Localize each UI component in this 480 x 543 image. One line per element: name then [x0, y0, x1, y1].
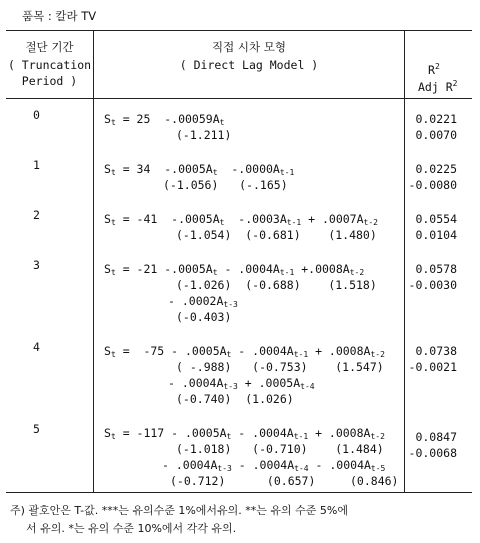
row-0-model-line-2: (-1.211) [176, 128, 232, 142]
footnote-line-2: 서 유의. *는 유의 수준 10%에서 각각 유의. [26, 522, 237, 535]
subscript: t-2 [363, 218, 378, 227]
subscript: t [212, 168, 218, 177]
subscript: t-4 [294, 464, 309, 473]
row-2-r2: 0.0554 [415, 212, 457, 226]
model-term: +.0008A [294, 262, 350, 276]
subscript: t [212, 268, 218, 277]
st-symbol: S [104, 162, 111, 176]
model-term: + .0005A [237, 376, 301, 390]
row-1-r2: 0.0225 [415, 162, 457, 176]
subscript: t [226, 432, 232, 441]
row-3-period: 3 [33, 258, 40, 272]
row-1-period: 1 [33, 158, 40, 172]
subscript: t [110, 118, 116, 127]
subscript: t-1 [279, 168, 295, 177]
row-0-r2: 0.0221 [415, 112, 457, 126]
row-1-adj-r2: -0.0080 [408, 178, 457, 192]
header-r2-exponent: 2 [434, 62, 440, 71]
row-4-r2: 0.0738 [415, 344, 457, 358]
row-2-period: 2 [33, 208, 40, 222]
header-adj-r2-letter: Adj R [418, 80, 453, 94]
st-symbol: S [104, 112, 111, 126]
subscript: t-2 [370, 432, 385, 441]
model-term: - .0004A [217, 262, 280, 276]
model-term: -.0003A [224, 212, 287, 226]
model-term: - .0004A [231, 426, 294, 440]
footnote-line-1: 주) 괄호안은 T-값. ***는 유의수준 1%에서유의. **는 유의 수준 5%에 [10, 504, 348, 517]
row-5-period: 5 [33, 422, 40, 436]
row-4-period: 4 [33, 340, 40, 354]
st-symbol: S [104, 344, 111, 358]
model-term: - .0004A [231, 344, 294, 358]
row-2-model-line-2: (-1.054) (-0.681) (1.480) [176, 228, 377, 242]
header-r2 [428, 60, 440, 77]
row-0-adj-r2: 0.0070 [415, 128, 457, 142]
subscript: t [219, 118, 225, 127]
model-term: - .0002A [168, 294, 224, 308]
header-r2-letter: R [428, 63, 435, 77]
header-adj-r2 [418, 77, 457, 94]
column-divider-1 [93, 31, 94, 492]
header-period-en1: ( Truncation [7, 58, 92, 72]
subscript: t-2 [349, 268, 365, 277]
row-3-model-line-2: (-1.026) (-0.688) (1.518) [176, 278, 377, 292]
model-term: - .0004A [162, 458, 218, 472]
header-bottom-rule [6, 98, 472, 99]
row-5-model-line-2: (-1.018) (-0.710) (1.484) [176, 442, 384, 456]
model-term: - .0004A [308, 458, 371, 472]
subscript: t [219, 218, 225, 227]
subscript: t-2 [370, 350, 385, 359]
subscript: t-4 [300, 382, 315, 391]
model-term: + .0007A [301, 212, 364, 226]
table-bottom-rule [6, 492, 472, 493]
subscript: t [110, 168, 116, 177]
st-symbol: S [104, 262, 111, 276]
model-term: - .0004A [168, 376, 224, 390]
row-4-adj-r2: -0.0021 [408, 360, 457, 374]
subscript: t-1 [286, 218, 302, 227]
st-symbol: S [104, 426, 111, 440]
subscript: t [110, 268, 116, 277]
row-2-adj-r2: 0.0104 [415, 228, 457, 242]
row-5-r2: 0.0847 [415, 430, 457, 444]
subscript: t-3 [223, 300, 238, 309]
model-term: + .0008A [308, 426, 371, 440]
model-term: = 34 -.0005A [115, 162, 213, 176]
row-4-model-line-2: ( -.988) (-0.753) (1.547) [176, 360, 384, 374]
st-symbol: S [104, 212, 111, 226]
subscript: t [226, 350, 232, 359]
model-term: + .0008A [308, 344, 371, 358]
header-period-ko: 절단 기간 [25, 40, 74, 54]
model-term: = -117 - .0005A [115, 426, 227, 440]
subscript: t [110, 350, 116, 359]
row-4-model-line-4: (-0.740) (1.026) [176, 392, 294, 406]
subscript: t [110, 218, 116, 227]
subscript: t [110, 432, 116, 441]
header-model-en: ( Direct Lag Model ) [179, 58, 319, 72]
subscript: t-1 [279, 268, 295, 277]
subscript: t-3 [223, 382, 238, 391]
header-adj-r2-exponent: 2 [452, 79, 458, 88]
model-term: - .0004A [231, 458, 295, 472]
subscript: t-1 [293, 432, 309, 441]
model-term: = -41 -.0005A [115, 212, 220, 226]
model-term: = -21 -.0005A [115, 262, 213, 276]
row-3-adj-r2: -0.0030 [408, 278, 457, 292]
row-5-adj-r2: -0.0068 [408, 446, 457, 460]
row-3-model-line-4: (-0.403) [176, 310, 232, 324]
header-period-en2: Period ) [21, 74, 78, 88]
subscript: t-3 [217, 464, 232, 473]
header-model-ko: 직접 시차 모형 [212, 40, 286, 54]
row-1-model-line-2: (-1.056) (-.165) [163, 178, 288, 192]
table-top-rule [6, 30, 472, 31]
subscript: t-5 [370, 464, 386, 473]
row-5-model-line-4: (-0.712) (0.657) (0.846) [170, 474, 399, 488]
model-term: = 25 -.00059A [115, 112, 220, 126]
item-label: 품목 : 칼라 TV [22, 9, 97, 23]
row-0-period: 0 [33, 108, 40, 122]
subscript: t-1 [293, 350, 309, 359]
model-term: -.0000A [217, 162, 280, 176]
row-3-r2: 0.0578 [415, 262, 457, 276]
model-term: = -75 - .0005A [115, 344, 227, 358]
